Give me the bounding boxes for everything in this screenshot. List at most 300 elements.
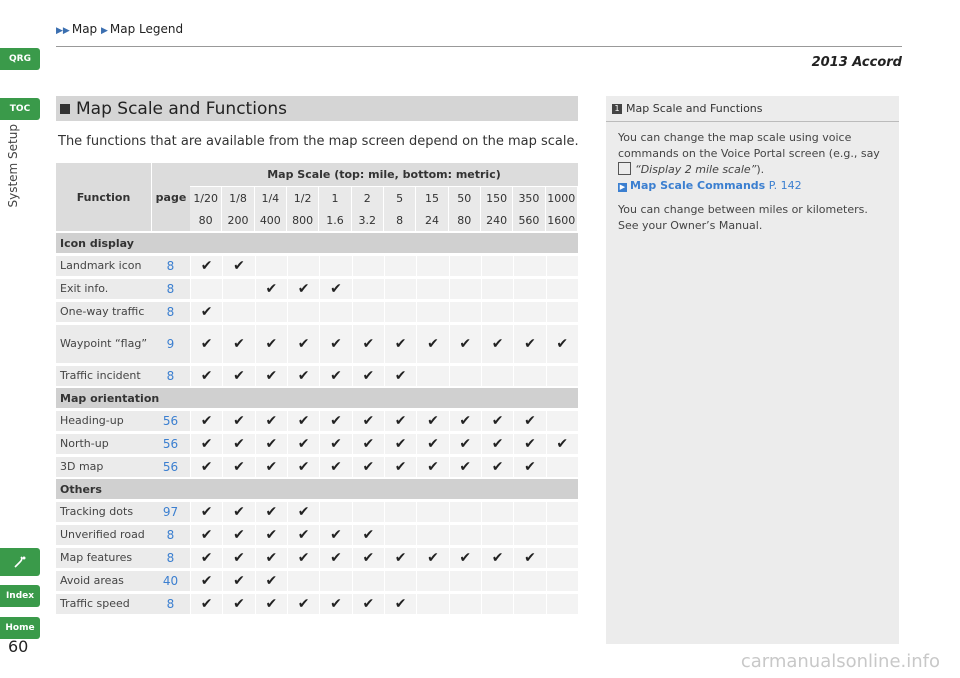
checkmark-icon: ✔ bbox=[297, 413, 310, 429]
checkmark-icon: ✔ bbox=[427, 436, 439, 452]
function-label: North-up bbox=[56, 434, 151, 454]
checkmark-icon: ✔ bbox=[524, 413, 536, 429]
checkmark-icon: ✔ bbox=[394, 336, 407, 352]
check-cell bbox=[416, 411, 448, 431]
checkmark-icon: ✔ bbox=[491, 436, 504, 452]
check-cell bbox=[222, 457, 254, 477]
mile-scale-cell: 2 bbox=[352, 187, 384, 209]
table-row bbox=[56, 525, 578, 545]
check-cell bbox=[352, 366, 384, 386]
empty-cell bbox=[513, 571, 545, 591]
metric-scale-cell: 1600 bbox=[546, 209, 578, 231]
metric-scale-cell: 200 bbox=[222, 209, 254, 231]
checkmark-icon: ✔ bbox=[200, 573, 213, 589]
toc-button[interactable]: TOC bbox=[0, 98, 40, 120]
check-cell bbox=[287, 525, 319, 545]
breadcrumb-arrow-icon: ▶▶ bbox=[56, 26, 70, 36]
reference-badge: 1 bbox=[612, 104, 622, 114]
checkmark-icon: ✔ bbox=[459, 436, 472, 452]
check-cell bbox=[449, 411, 481, 431]
table-row bbox=[56, 411, 578, 431]
checkmark-icon: ✔ bbox=[330, 596, 342, 612]
check-cell bbox=[190, 525, 222, 545]
checkmark-icon: ✔ bbox=[524, 336, 536, 352]
empty-cell bbox=[546, 525, 578, 545]
checkmark-icon: ✔ bbox=[427, 336, 439, 352]
checkmark-icon: ✔ bbox=[427, 550, 439, 566]
check-cell bbox=[352, 525, 384, 545]
checkmark-icon: ✔ bbox=[362, 436, 375, 452]
home-button[interactable]: Home bbox=[0, 617, 40, 639]
check-cell bbox=[222, 502, 254, 522]
checkmark-icon: ✔ bbox=[330, 281, 342, 297]
check-cell bbox=[513, 457, 545, 477]
page-link[interactable]: 56 bbox=[151, 457, 190, 477]
breadcrumb bbox=[56, 22, 183, 36]
empty-cell bbox=[416, 571, 448, 591]
check-cell bbox=[319, 325, 351, 363]
empty-cell bbox=[416, 302, 448, 322]
checkmark-icon: ✔ bbox=[330, 459, 342, 475]
check-cell bbox=[222, 434, 254, 454]
panel-body bbox=[606, 122, 899, 250]
checkmark-icon: ✔ bbox=[524, 550, 536, 566]
page-link[interactable]: 97 bbox=[151, 502, 190, 522]
section-heading bbox=[56, 96, 578, 121]
checkmark-icon: ✔ bbox=[200, 413, 213, 429]
page-link[interactable]: 8 bbox=[151, 256, 190, 276]
checkmark-icon: ✔ bbox=[459, 413, 472, 429]
mile-scale-cell: 15 bbox=[416, 187, 448, 209]
empty-cell bbox=[449, 366, 481, 386]
checkmark-icon: ✔ bbox=[491, 413, 504, 429]
check-cell bbox=[287, 457, 319, 477]
metric-scale-row bbox=[190, 209, 578, 231]
empty-cell bbox=[416, 525, 448, 545]
checkmark-icon: ✔ bbox=[394, 596, 407, 612]
checkmark-icon: ✔ bbox=[330, 436, 342, 452]
checkmark-icon: ✔ bbox=[233, 368, 245, 384]
checkmark-icon: ✔ bbox=[233, 459, 245, 475]
checkmark-icon: ✔ bbox=[265, 550, 278, 566]
group-header: Icon display bbox=[56, 233, 578, 253]
check-cell bbox=[287, 325, 319, 363]
empty-cell bbox=[319, 256, 351, 276]
voice-command-button[interactable] bbox=[0, 548, 40, 576]
empty-cell bbox=[384, 502, 416, 522]
checkmark-icon: ✔ bbox=[233, 258, 245, 274]
panel-paragraph-voice bbox=[618, 130, 887, 194]
table-row bbox=[56, 325, 578, 363]
page-column-header: page bbox=[152, 163, 190, 231]
empty-cell bbox=[384, 302, 416, 322]
metric-scale-cell: 8 bbox=[384, 209, 416, 231]
empty-cell bbox=[481, 594, 513, 614]
checkmark-icon: ✔ bbox=[362, 550, 375, 566]
metric-scale-cell: 24 bbox=[416, 209, 448, 231]
check-cell bbox=[384, 548, 416, 568]
empty-cell bbox=[449, 525, 481, 545]
page-link[interactable]: 8 bbox=[151, 525, 190, 545]
watermark: carmanualsonline.info bbox=[740, 651, 940, 672]
check-cell bbox=[287, 279, 319, 299]
checkmark-icon: ✔ bbox=[265, 336, 278, 352]
checkmark-icon: ✔ bbox=[459, 550, 472, 566]
checkmark-icon: ✔ bbox=[556, 436, 569, 452]
checkmark-icon: ✔ bbox=[200, 336, 213, 352]
table-row bbox=[56, 366, 578, 386]
empty-cell bbox=[319, 302, 351, 322]
checkmark-icon: ✔ bbox=[200, 459, 213, 475]
metric-scale-cell: 400 bbox=[255, 209, 287, 231]
page-link[interactable]: 8 bbox=[151, 366, 190, 386]
empty-cell bbox=[416, 594, 448, 614]
empty-cell bbox=[481, 571, 513, 591]
mile-scale-cell: 1/8 bbox=[222, 187, 254, 209]
group-header: Others bbox=[56, 479, 578, 499]
metric-scale-cell: 560 bbox=[513, 209, 545, 231]
checkmark-icon: ✔ bbox=[394, 368, 407, 384]
function-label: Landmark icon bbox=[56, 256, 151, 276]
empty-cell bbox=[513, 256, 545, 276]
mile-scale-cell: 5 bbox=[384, 187, 416, 209]
mile-scale-cell: 1 bbox=[319, 187, 351, 209]
check-cell bbox=[222, 525, 254, 545]
checkmark-icon: ✔ bbox=[394, 550, 407, 566]
empty-cell bbox=[481, 502, 513, 522]
check-cell bbox=[513, 411, 545, 431]
checkmark-icon: ✔ bbox=[265, 459, 278, 475]
check-cell bbox=[287, 502, 319, 522]
page-link[interactable]: 8 bbox=[151, 279, 190, 299]
check-cell bbox=[319, 594, 351, 614]
quote-close: ). bbox=[756, 163, 765, 176]
page-number: 60 bbox=[8, 637, 29, 656]
checkmark-icon: ✔ bbox=[330, 550, 342, 566]
check-cell bbox=[449, 325, 481, 363]
empty-cell bbox=[449, 502, 481, 522]
empty-cell bbox=[481, 366, 513, 386]
checkmark-icon: ✔ bbox=[491, 336, 504, 352]
empty-cell bbox=[319, 571, 351, 591]
checkmark-icon: ✔ bbox=[491, 550, 504, 566]
check-cell bbox=[255, 434, 287, 454]
check-cell bbox=[222, 548, 254, 568]
empty-cell bbox=[384, 256, 416, 276]
voice-instructions: You can change the map scale using voice commands on the Voice Portal screen (e.g., say bbox=[618, 131, 880, 160]
checkmark-icon: ✔ bbox=[491, 459, 504, 475]
breadcrumb-map-legend[interactable]: Map Legend bbox=[109, 22, 184, 36]
check-cell bbox=[384, 457, 416, 477]
check-cell bbox=[416, 548, 448, 568]
check-cell bbox=[255, 594, 287, 614]
empty-cell bbox=[546, 548, 578, 568]
check-cell bbox=[319, 411, 351, 431]
checkmark-icon: ✔ bbox=[233, 504, 245, 520]
page-link[interactable]: 8 bbox=[151, 548, 190, 568]
link-page-ref[interactable]: P. 142 bbox=[768, 179, 802, 192]
check-cell bbox=[352, 411, 384, 431]
table-row bbox=[56, 434, 578, 454]
empty-cell bbox=[384, 279, 416, 299]
mile-scale-cell: 150 bbox=[481, 187, 513, 209]
table-row bbox=[56, 502, 578, 522]
empty-cell bbox=[546, 457, 578, 477]
map-scale-commands-link[interactable]: Map Scale Commands bbox=[630, 179, 766, 192]
function-label: Map features bbox=[56, 548, 151, 568]
checkmark-icon: ✔ bbox=[427, 459, 439, 475]
section-tab-label: System Setup bbox=[6, 124, 20, 208]
mile-scale-cell: 350 bbox=[513, 187, 545, 209]
check-cell bbox=[481, 411, 513, 431]
qrg-button[interactable]: QRG bbox=[0, 48, 40, 70]
checkmark-icon: ✔ bbox=[362, 596, 375, 612]
check-cell bbox=[255, 325, 287, 363]
empty-cell bbox=[513, 594, 545, 614]
checkmark-icon: ✔ bbox=[459, 459, 472, 475]
check-cell bbox=[287, 411, 319, 431]
group-header: Map orientation bbox=[56, 388, 578, 408]
check-cell bbox=[222, 256, 254, 276]
empty-cell bbox=[384, 525, 416, 545]
function-label: Heading-up bbox=[56, 411, 151, 431]
empty-cell bbox=[222, 302, 254, 322]
check-cell bbox=[255, 571, 287, 591]
checkmark-icon: ✔ bbox=[233, 413, 245, 429]
check-cell bbox=[190, 302, 222, 322]
check-cell bbox=[190, 366, 222, 386]
check-cell bbox=[384, 411, 416, 431]
check-cell bbox=[190, 457, 222, 477]
empty-cell bbox=[319, 502, 351, 522]
checkmark-icon: ✔ bbox=[362, 336, 375, 352]
empty-cell bbox=[352, 571, 384, 591]
checkmark-icon: ✔ bbox=[200, 527, 213, 543]
mile-scale-cell: 1/2 bbox=[287, 187, 319, 209]
checkmark-icon: ✔ bbox=[362, 368, 375, 384]
function-label: Waypoint “flag” bbox=[56, 325, 151, 363]
breadcrumb-map[interactable]: Map bbox=[71, 22, 98, 36]
mile-scale-cell: 1/4 bbox=[255, 187, 287, 209]
check-cell bbox=[287, 366, 319, 386]
mile-scale-cell: 50 bbox=[449, 187, 481, 209]
checkmark-icon: ✔ bbox=[297, 459, 310, 475]
check-cell bbox=[384, 325, 416, 363]
empty-cell bbox=[546, 279, 578, 299]
page-link[interactable]: 56 bbox=[151, 411, 190, 431]
empty-cell bbox=[287, 256, 319, 276]
check-cell bbox=[416, 434, 448, 454]
checkmark-icon: ✔ bbox=[265, 413, 278, 429]
table-row bbox=[56, 594, 578, 614]
check-cell bbox=[481, 325, 513, 363]
check-cell bbox=[449, 548, 481, 568]
check-cell bbox=[352, 457, 384, 477]
check-cell bbox=[319, 434, 351, 454]
check-cell bbox=[255, 548, 287, 568]
scale-header: Map Scale (top: mile, bottom: metric) bbox=[190, 163, 578, 186]
page-link[interactable]: 56 bbox=[151, 434, 190, 454]
empty-cell bbox=[513, 502, 545, 522]
header-rule bbox=[56, 46, 902, 47]
checkmark-icon: ✔ bbox=[524, 459, 536, 475]
table-row bbox=[56, 302, 578, 322]
empty-cell bbox=[481, 256, 513, 276]
function-label: One-way traffic bbox=[56, 302, 151, 322]
check-cell bbox=[319, 366, 351, 386]
table-row bbox=[56, 571, 578, 591]
checkmark-icon: ✔ bbox=[200, 258, 213, 274]
empty-cell bbox=[416, 366, 448, 386]
empty-cell bbox=[287, 571, 319, 591]
empty-cell bbox=[449, 571, 481, 591]
checkmark-icon: ✔ bbox=[297, 550, 310, 566]
check-cell bbox=[222, 411, 254, 431]
metric-scale-cell: 800 bbox=[287, 209, 319, 231]
check-cell bbox=[190, 325, 222, 363]
checkmark-icon: ✔ bbox=[330, 368, 342, 384]
check-cell bbox=[190, 502, 222, 522]
empty-cell bbox=[287, 302, 319, 322]
empty-cell bbox=[546, 302, 578, 322]
check-cell bbox=[255, 525, 287, 545]
section-title: Map Scale and Functions bbox=[76, 98, 287, 119]
function-label: 3D map bbox=[56, 457, 151, 477]
empty-cell bbox=[190, 279, 222, 299]
info-panel bbox=[606, 96, 899, 644]
checkmark-icon: ✔ bbox=[330, 413, 342, 429]
check-cell bbox=[352, 325, 384, 363]
checkmark-icon: ✔ bbox=[233, 550, 245, 566]
checkmark-icon: ✔ bbox=[233, 573, 245, 589]
checkmark-icon: ✔ bbox=[330, 527, 342, 543]
page-link[interactable]: 40 bbox=[151, 571, 190, 591]
empty-cell bbox=[449, 594, 481, 614]
checkmark-icon: ✔ bbox=[233, 336, 245, 352]
check-cell bbox=[255, 279, 287, 299]
checkmark-icon: ✔ bbox=[394, 436, 407, 452]
check-cell bbox=[222, 594, 254, 614]
checkmark-icon: ✔ bbox=[265, 368, 278, 384]
checkmark-icon: ✔ bbox=[362, 459, 375, 475]
page-link[interactable]: 8 bbox=[151, 594, 190, 614]
empty-cell bbox=[546, 411, 578, 431]
checkmark-icon: ✔ bbox=[427, 413, 439, 429]
checkmark-icon: ✔ bbox=[297, 368, 310, 384]
checkmark-icon: ✔ bbox=[297, 527, 310, 543]
mile-scale-row bbox=[190, 187, 578, 209]
check-cell bbox=[190, 256, 222, 276]
check-cell bbox=[255, 411, 287, 431]
check-cell bbox=[222, 325, 254, 363]
check-cell bbox=[190, 434, 222, 454]
panel-paragraph-units: You can change between miles or kilometers. See your Owner’s Manual. bbox=[618, 203, 868, 232]
function-column-header: Function bbox=[56, 163, 151, 231]
metric-scale-cell: 1.6 bbox=[319, 209, 351, 231]
checkmark-icon: ✔ bbox=[265, 281, 278, 297]
empty-cell bbox=[481, 302, 513, 322]
empty-cell bbox=[481, 279, 513, 299]
intro-text: The functions that are available from the map screen depend on the map scale. bbox=[58, 134, 579, 149]
checkmark-icon: ✔ bbox=[362, 527, 375, 543]
checkmark-icon: ✔ bbox=[265, 596, 278, 612]
voice-command-icon bbox=[12, 554, 28, 570]
check-cell bbox=[319, 279, 351, 299]
check-cell bbox=[481, 548, 513, 568]
function-label: Exit info. bbox=[56, 279, 151, 299]
check-cell bbox=[319, 548, 351, 568]
metric-scale-cell: 240 bbox=[481, 209, 513, 231]
check-cell bbox=[481, 457, 513, 477]
checkmark-icon: ✔ bbox=[556, 336, 569, 352]
checkmark-icon: ✔ bbox=[233, 596, 245, 612]
checkmark-icon: ✔ bbox=[265, 573, 278, 589]
check-cell bbox=[481, 434, 513, 454]
checkmark-icon: ✔ bbox=[265, 527, 278, 543]
page-link[interactable]: 9 bbox=[151, 325, 190, 363]
mile-scale-cell: 1000 bbox=[546, 187, 578, 209]
table-row bbox=[56, 548, 578, 568]
check-cell bbox=[384, 594, 416, 614]
checkmark-icon: ✔ bbox=[459, 336, 472, 352]
empty-cell bbox=[255, 302, 287, 322]
page-link[interactable]: 8 bbox=[151, 302, 190, 322]
checkmark-icon: ✔ bbox=[233, 436, 245, 452]
checkmark-icon: ✔ bbox=[297, 596, 310, 612]
checkmark-icon: ✔ bbox=[200, 368, 213, 384]
checkmark-icon: ✔ bbox=[200, 550, 213, 566]
empty-cell bbox=[352, 302, 384, 322]
empty-cell bbox=[481, 525, 513, 545]
empty-cell bbox=[513, 302, 545, 322]
check-cell bbox=[287, 594, 319, 614]
table-header bbox=[56, 163, 578, 231]
index-button[interactable]: Index bbox=[0, 585, 40, 607]
checkmark-icon: ✔ bbox=[297, 281, 310, 297]
checkmark-icon: ✔ bbox=[297, 504, 310, 520]
check-cell bbox=[546, 434, 578, 454]
square-bullet-icon bbox=[60, 104, 70, 114]
empty-cell bbox=[449, 302, 481, 322]
checkmark-icon: ✔ bbox=[200, 436, 213, 452]
check-cell bbox=[352, 434, 384, 454]
checkmark-icon: ✔ bbox=[524, 436, 536, 452]
empty-cell bbox=[513, 279, 545, 299]
check-cell bbox=[190, 594, 222, 614]
breadcrumb-arrow-icon: ▶ bbox=[101, 26, 108, 36]
check-cell bbox=[287, 548, 319, 568]
check-cell bbox=[384, 434, 416, 454]
checkmark-icon: ✔ bbox=[200, 304, 213, 320]
check-cell bbox=[384, 366, 416, 386]
metric-scale-cell: 80 bbox=[449, 209, 481, 231]
empty-cell bbox=[546, 502, 578, 522]
check-cell bbox=[513, 325, 545, 363]
check-cell bbox=[190, 411, 222, 431]
checkmark-icon: ✔ bbox=[265, 436, 278, 452]
empty-cell bbox=[546, 594, 578, 614]
check-cell bbox=[190, 548, 222, 568]
check-cell bbox=[352, 594, 384, 614]
table-row bbox=[56, 457, 578, 477]
panel-header bbox=[606, 96, 899, 122]
checkmark-icon: ✔ bbox=[233, 527, 245, 543]
check-cell bbox=[416, 457, 448, 477]
empty-cell bbox=[546, 366, 578, 386]
empty-cell bbox=[352, 256, 384, 276]
empty-cell bbox=[416, 256, 448, 276]
empty-cell bbox=[384, 571, 416, 591]
